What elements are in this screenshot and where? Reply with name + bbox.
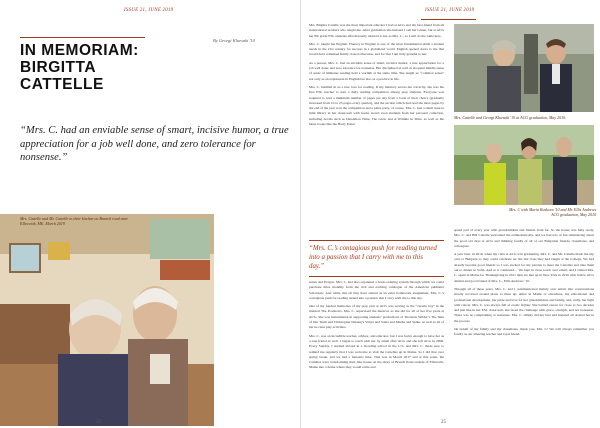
page-number-right: 25 — [441, 420, 446, 425]
paragraph: Mrs. C. was an incredible teacher, advisor, and educator, but I was lucky enough to have her as a true friend as well. I began to teach with her by email after ACG and she left ACG in 2006. Every Sunday, I studied abroad in a boarding school in the U.S. and Mrs. C. made sure to remind me regularly that I was welcome to visit the Cattelles up in Maine. So I did that over spring break, and we had a fantastic time. This was in March 2017 and at that point, the Cattelles were transforming their lake house on the shore of Branch Pond outside of Ellsworth, Maine into a home where they would retire and — [309, 333, 444, 370]
byline: By Georgi Kluesnki '10 — [213, 38, 255, 43]
caption-photo-top-right: Mrs. Cattelle and Georgi Kluesnki '10 at ACG graduation, May 2010. — [454, 115, 567, 120]
group-photo — [454, 125, 594, 205]
pull-quote-rule-top — [309, 240, 444, 241]
pull-quote-right: “Mrs. C.’s contagious push for reading turned into a passion that I carry with me to this day.” — [309, 245, 437, 271]
header-rule-right — [421, 19, 476, 20]
kitchen-photo-image — [0, 214, 214, 426]
right-page — [300, 0, 600, 428]
caption-photo-left: Mrs. Cattelle and Mr. Cattelle in their kitchen on Branch road near Ellsworth, ME, March 2019 — [20, 216, 128, 226]
article-column-bottom-right — [454, 228, 594, 341]
paragraph: Mrs. Birgitta Cattelle was the most important educator I had at ACG and my best friend from all international teachers who taught me. After graduation she insisted I call her Gitten, but at ACG her 8th grade ESL students affectionately referred to her as Mrs. C., so I will do the same here. — [309, 23, 444, 38]
graduation-photo-image — [454, 24, 594, 112]
paragraph: One of my fondest memories of my prep year at ACG was serving as the “curtain boy” in the musical The Producers. Mrs. C. supervised the musical, as she did for all of her five years at ACG. She was instrumental in supporting students’ productions of Thornton Wilder’s The Skin of Our Teeth and Christopher Durang’s Vanya and Sonia and Masha and Spike, as well as all of her in-class play activities. — [309, 304, 444, 330]
issue-header-right: ISSUE 21, JUNE 2019 — [425, 8, 475, 13]
group-photo-image — [454, 125, 594, 205]
graduation-photo — [454, 24, 594, 112]
pull-quote-left: “Mrs. C. had an enviable sense of smart, incisive humor, a true appreciation for a job well done, and zero tolerance for nonsense.” — [20, 125, 289, 163]
kitchen-photo — [0, 214, 214, 426]
paragraph: Mrs. C. instilled in us a true love for reading. If my memory serves me correctly, she was the first ESL teacher to start a daily reading competition among prep students. Everyone was required to read a minimum number of pages per day from a book of their choice (gradually increased from 10 to 25 pages every quarter), and the section which had read the most pages by the end of the year won the competition and a pizza party, of course. Mrs. C. had a small reserve mini library in her classroom with books stored even students from her personal collection, including novels such as Dandelion Wine, The Giver and A Wrinkle in Time, as well as the latest books like the Harry Potter — [309, 84, 444, 127]
article-column-top — [309, 23, 444, 130]
article-column-bottom-left — [309, 280, 444, 374]
title-rule — [20, 37, 145, 38]
paragraph: spend part of every year with grandchildren and friends from far. So the house was fully ready, Mrs. C. and Bill Cattelle welcomed me enthusiastically, and we had lots of fun reminiscing about the good old days at ACG and thinking fondly of all of our Bulgarian friends, classmates, and colleagues. — [454, 228, 594, 248]
page-number-left: 24 — [96, 420, 101, 425]
caption-photo-mid-right: Mrs. C with Maria Ruskova '10 and Mr. Ellis Andrews ACG graduation, May 2010 — [509, 207, 596, 217]
paragraph: On behalf of my family and my classmates, thank you, Mrs. C! We will always remember you fondly as our amazing teacher and loyal friend. — [454, 327, 594, 337]
pull-quote-rule-bottom — [309, 276, 444, 277]
paragraph: Mrs. C. taught me English. Fluency in English is one of the most fundamental skills a student needs in the 21st century for success in a globalized world. English opened doors to me that would have remained firmly closed otherwise, and for that I am truly grateful to her. — [309, 41, 444, 57]
paragraph: A year later, in 2010, when my class at ACG was graduating, Mrs. C. and Mr. Cattelle made the trip over to Bulgaria so they could celebrate us: the last class they had taught at the College. We had already become good friends so I was excited for my parents to meet the Cattelles and take them out to dinner in Sofia. And so it continued… We kept in close touch over email, and I visited Mrs. C. again in Maine for Thanksgiving in 2011 then we met up in New York in 2016 with fellow ACG alumni and good friend of Mrs. C., Ellis Andrews ’10. — [454, 252, 594, 283]
paragraph: series and Eragon. Mrs. C. had also organized a book-ordering system through which we could purchase titles monthly from the rich and exciting catalogue of the American publisher Scholastic. And while this all may have started as an extra homework assignment, Mrs. C.’s contagious push for reading turned into a passion that I carry with me to this day. — [309, 280, 444, 300]
page-title: IN MEMORIAM: BIRGITTA CATTELLE — [20, 42, 139, 93]
paragraph: Through all of these years, Mrs. C. and I communicated mainly over email. Our conversations mostly revolved around plans to meet up, either in Maine or elsewhere, my educational and professional development, her pride and love for her grandchildren and family, and, sadly, her fight with cancer. Mrs. C. was always full of exotic fighter. She battled cancer for close to two decades and just like in her ESL classroom, she faced the challenge with grace, strength, and not nonsense. There was no complaining or nonsense. Mrs. C. simply did her best and inspired all around her in the process. — [454, 286, 594, 323]
paragraph: As a person, Mrs. C. had an enviable sense of smart, incisive humor, a true appreciation for a job well done, and zero tolerance for nonsense. Her disciplined as well as eloquent middle sense of sense of immense reading held a warmth at the same time. She taught us “common sense” not only as an expression in English but also as a practice in life. — [309, 60, 444, 81]
issue-header-left: ISSUE 21, JUNE 2019 — [124, 8, 174, 13]
